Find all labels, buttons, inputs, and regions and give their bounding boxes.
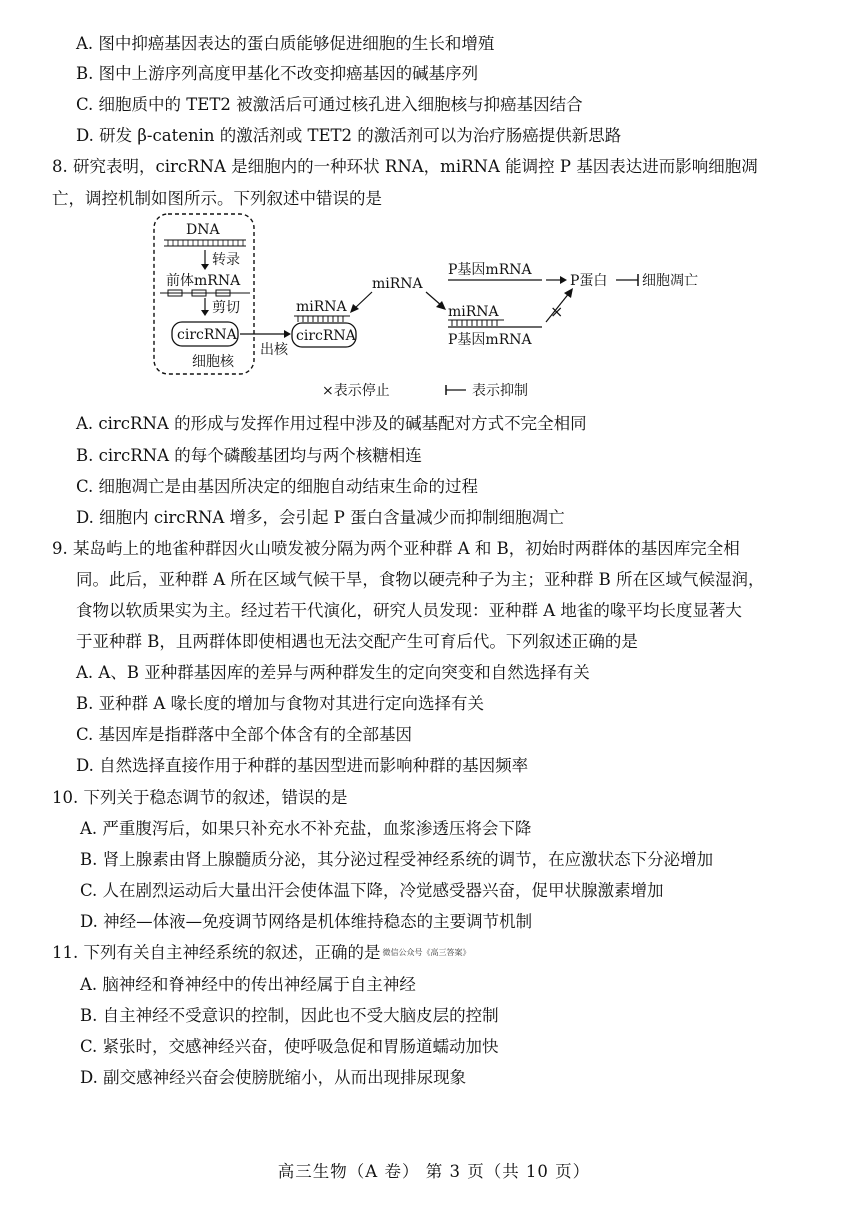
q8-stem-line1: 8. 研究表明，circRNA 是细胞内的一种环状 RNA，miRNA 能调控 P 基因表达进而影响细胞凋 xyxy=(52,157,758,176)
q8-regulation-diagram xyxy=(150,212,750,407)
q8-option-b: B. circRNA 的每个磷酸基团均与两个核糖相连 xyxy=(76,446,422,465)
mirna-free-label: miRNA xyxy=(372,276,423,292)
mirna-on-p-label: miRNA xyxy=(448,304,499,320)
page-footer: 高三生物（A 卷） 第 3 页（共 10 页） xyxy=(277,1162,591,1181)
q7-option-c: C. 细胞质中的 TET2 被激活后可通过核孔进入细胞核与抑癌基因结合 xyxy=(76,95,583,114)
q11-stem: 11. 下列有关自主神经系统的叙述，正确的是 xyxy=(52,943,381,962)
q11-stem-row xyxy=(52,941,471,965)
q9-option-b: B. 亚种群 A 喙长度的增加与食物对其进行定向选择有关 xyxy=(76,694,485,713)
q10-option-d: D. 神经—体液—免疫调节网络是机体维持稳态的主要调节机制 xyxy=(80,912,533,931)
q7-option-a: A. 图中抑癌基因表达的蛋白质能够促进细胞的生长和增殖 xyxy=(76,34,495,53)
q10-stem: 10. 下列关于稳态调节的叙述，错误的是 xyxy=(52,788,348,807)
legend-stop: ×表示停止 xyxy=(322,383,390,399)
mirna-bound-strand xyxy=(294,316,350,322)
q9-option-c: C. 基因库是指群落中全部个体含有的全部基因 xyxy=(76,725,413,744)
q11-option-a: A. 脑神经和脊神经中的传出神经属于自主神经 xyxy=(80,975,416,994)
mirna-bound-label: miRNA xyxy=(296,299,347,315)
watermark: 微信公众号《高三答案》 xyxy=(382,948,471,957)
q8-option-c: C. 细胞凋亡是由基因所决定的细胞自动结束生命的过程 xyxy=(76,477,479,496)
apoptosis-label: 细胞凋亡 xyxy=(642,273,698,289)
stop-mark-icon: × xyxy=(550,302,564,321)
q8-option-d: D. 细胞内 circRNA 增多，会引起 P 蛋白含量减少而抑制细胞凋亡 xyxy=(76,508,565,527)
mirna-on-p-strand xyxy=(448,320,504,326)
q10-option-a: A. 严重腹泻后，如果只补充水不补充盐，血浆渗透压将会下降 xyxy=(80,819,532,838)
q9-stem-line2: 同。此后，亚种群 A 所在区域气候干旱，食物以硬壳种子为主；亚种群 B 所在区域气候湿润， xyxy=(76,570,765,589)
q9-option-d: D. 自然选择直接作用于种群的基因型进而影响种群的基因频率 xyxy=(76,756,529,775)
nucleus-label: 细胞核 xyxy=(192,354,234,370)
q9-stem-line3: 食物以软质果实为主。经过若干代演化，研究人员发现：亚种群 A 地雀的喙平均长度显著大 xyxy=(76,601,742,620)
q8-stem-line2: 亡，调控机制如图所示。下列叙述中错误的是 xyxy=(52,189,382,208)
q11-option-b: B. 自主神经不受意识的控制，因此也不受大脑皮层的控制 xyxy=(80,1006,499,1025)
q9-stem-line1: 9. 某岛屿上的地雀种群因火山喷发被分隔为两个亚种群 A 和 B，初始时两群体的基因库完全相 xyxy=(52,539,740,558)
p-mrna-top-label: P基因mRNA xyxy=(448,262,532,278)
q7-option-d: D. 研发 β-catenin 的激活剂或 TET2 的激活剂可以为治疗肠癌提供新思路 xyxy=(76,126,622,145)
q10-option-c: C. 人在剧烈运动后大量出汗会使体温下降，冷觉感受器兴奋，促甲状腺激素增加 xyxy=(80,881,664,900)
q10-option-b: B. 肾上腺素由肾上腺髓质分泌，其分泌过程受神经系统的调节，在应激状态下分泌增加 xyxy=(80,850,714,869)
circrna-cyto-label: circRNA xyxy=(296,328,356,344)
q11-option-c: C. 紧张时，交感神经兴奋，使呼吸急促和胃肠道蠕动加快 xyxy=(80,1037,499,1056)
export-label: 出核 xyxy=(260,342,288,358)
pre-mrna-strand xyxy=(160,290,250,296)
dna-strand xyxy=(164,240,246,246)
q9-stem-line4: 于亚种群 B，且两群体即使相遇也无法交配产生可育后代。下列叙述正确的是 xyxy=(76,632,638,651)
legend-inhibit: 表示抑制 xyxy=(472,383,528,399)
pre-mrna-label: 前体mRNA xyxy=(166,273,241,289)
dna-label: DNA xyxy=(186,222,220,238)
q7-option-b: B. 图中上游序列高度甲基化不改变抑癌基因的碱基序列 xyxy=(76,64,479,83)
circrna-nucleus-label: circRNA xyxy=(177,327,237,343)
p-mrna-bottom-label: P基因mRNA xyxy=(448,332,532,348)
q11-option-d: D. 副交感神经兴奋会使膀胱缩小，从而出现排尿现象 xyxy=(80,1068,467,1087)
transcription-label: 转录 xyxy=(212,252,240,268)
q8-option-a: A. circRNA 的形成与发挥作用过程中涉及的碱基配对方式不完全相同 xyxy=(76,414,587,433)
p-protein-label: P蛋白 xyxy=(570,273,608,289)
splicing-label: 剪切 xyxy=(212,300,240,316)
nucleus-boundary xyxy=(154,214,254,374)
q9-option-a: A. A、B 亚种群基因库的差异与两种群发生的定向突变和自然选择有关 xyxy=(76,663,590,682)
